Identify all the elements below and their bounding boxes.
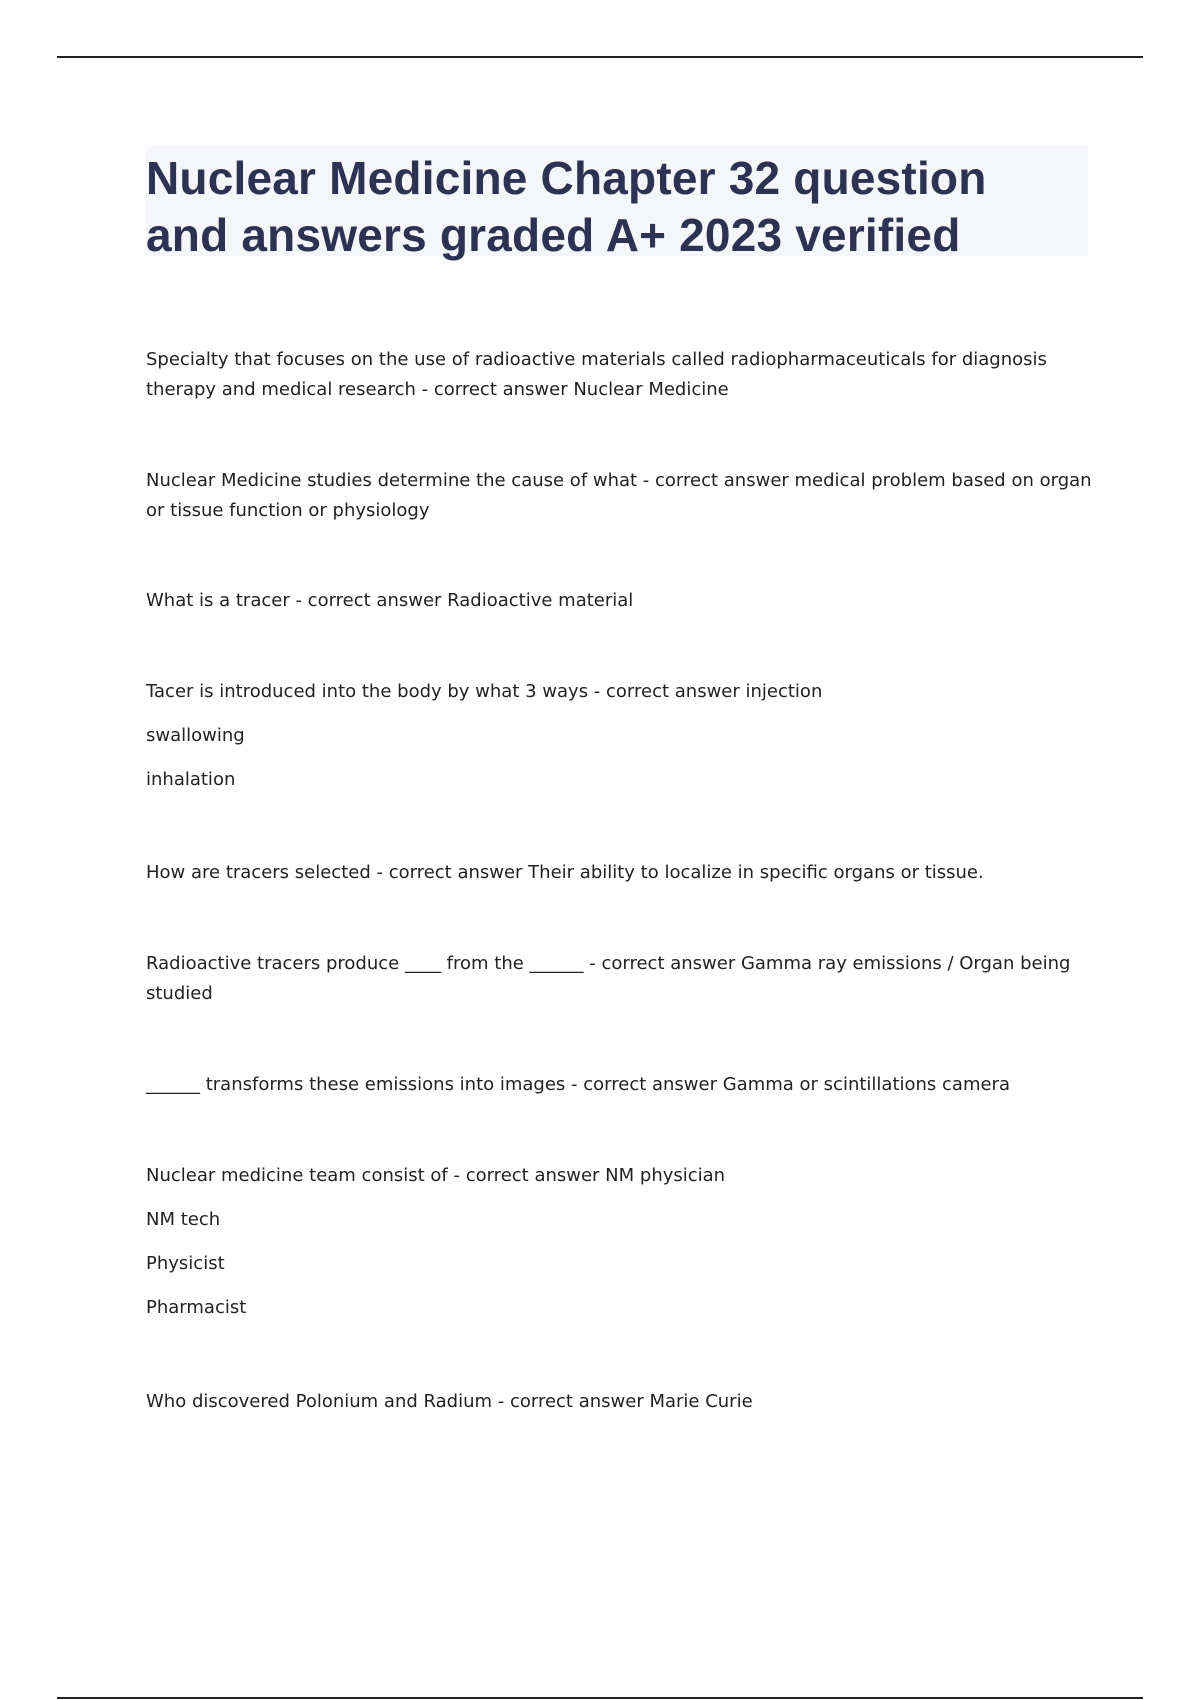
qa-item xyxy=(146,677,1096,795)
bottom-divider xyxy=(57,1697,1143,1699)
qa-line: Nuclear Medicine studies determine the cause of what - correct answer medical problem based on organ xyxy=(146,470,1092,491)
qa-line: What is a tracer - correct answer Radioactive material xyxy=(146,590,634,611)
qa-line: or tissue function or physiology xyxy=(146,500,430,521)
qa-line: studied xyxy=(146,983,213,1004)
qa-item xyxy=(146,1387,1096,1417)
qa-line: Nuclear medicine team consist of - correct answer NM physician xyxy=(146,1165,726,1186)
qa-extra-line: Physicist xyxy=(146,1253,225,1274)
document-title xyxy=(146,146,1088,261)
qa-item xyxy=(146,858,1096,888)
qa-extra-line: NM tech xyxy=(146,1209,221,1230)
top-divider xyxy=(57,56,1143,58)
title-line-1: Nuclear Medicine Chapter 32 question xyxy=(146,152,987,204)
qa-item xyxy=(146,586,1096,616)
qa-line: therapy and medical research - correct answer Nuclear Medicine xyxy=(146,379,729,400)
qa-line: ______ transforms these emissions into images - correct answer Gamma or scintillations camera xyxy=(146,1074,1010,1095)
qa-line: How are tracers selected - correct answer Their ability to localize in specific organs or tissue. xyxy=(146,862,984,883)
qa-extra-line: swallowing xyxy=(146,725,245,746)
qa-item xyxy=(146,949,1096,1009)
qa-item xyxy=(146,345,1096,405)
title-text xyxy=(146,150,1088,264)
title-line-2: and answers graded A+ 2023 verified xyxy=(146,209,961,261)
qa-extra-line: Pharmacist xyxy=(146,1297,247,1318)
qa-item xyxy=(146,1070,1096,1100)
qa-line: Tacer is introduced into the body by what 3 ways - correct answer injection xyxy=(146,681,823,702)
qa-line: Radioactive tracers produce ____ from the ______ - correct answer Gamma ray emissions / Organ being xyxy=(146,953,1071,974)
qa-extra-line: inhalation xyxy=(146,769,236,790)
qa-item xyxy=(146,1161,1096,1323)
qa-line: Who discovered Polonium and Radium - correct answer Marie Curie xyxy=(146,1391,753,1412)
qa-item xyxy=(146,466,1096,526)
qa-line: Specialty that focuses on the use of radioactive materials called radiopharmaceuticals for diagnosis xyxy=(146,349,1047,370)
